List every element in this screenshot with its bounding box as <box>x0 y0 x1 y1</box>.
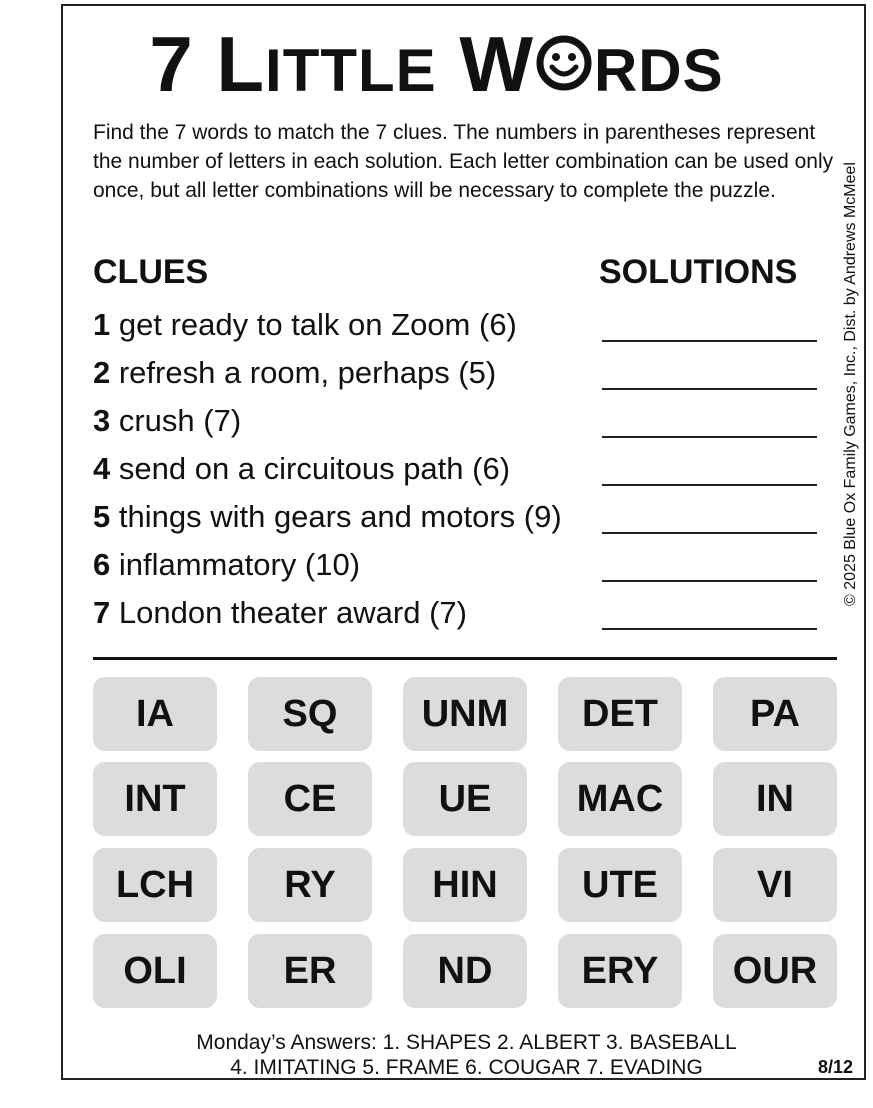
letter-tile[interactable]: INT <box>93 762 217 836</box>
letter-tile[interactable]: IN <box>713 762 837 836</box>
solution-blank-6[interactable] <box>602 580 817 582</box>
letter-tile[interactable]: UNM <box>403 677 527 751</box>
section-divider <box>93 657 837 660</box>
letter-tile[interactable]: UE <box>403 762 527 836</box>
clues-header: CLUES <box>93 253 209 291</box>
smiley-icon <box>536 24 592 104</box>
solution-blank-4[interactable] <box>602 484 817 486</box>
letter-tile[interactable]: OUR <box>713 934 837 1008</box>
letter-tile[interactable]: VI <box>713 848 837 922</box>
title-part-3: W <box>436 20 534 108</box>
letter-tile[interactable]: LCH <box>93 848 217 922</box>
clue-text: refresh a room, perhaps (5) <box>110 355 497 390</box>
puzzle-title <box>0 20 873 111</box>
instructions-text: Find the 7 words to match the 7 clues. The numbers in parentheses represent the number of letters in each solution. Each letter combination can be used only once, but all letter combinations will be necessary to complete the puzzle. <box>93 121 834 202</box>
solution-blank-1[interactable] <box>602 340 817 342</box>
clue-number: 1 <box>93 307 111 342</box>
clue-4 <box>93 451 510 487</box>
letter-tile[interactable]: OLI <box>93 934 217 1008</box>
letter-tile[interactable]: ERY <box>558 934 682 1008</box>
letter-tile[interactable]: DET <box>558 677 682 751</box>
letter-tile[interactable]: UTE <box>558 848 682 922</box>
solution-blank-5[interactable] <box>602 532 817 534</box>
clue-6 <box>93 547 360 583</box>
solution-blank-7[interactable] <box>602 628 817 630</box>
solutions-header: SOLUTIONS <box>599 253 798 291</box>
clue-1 <box>93 307 517 343</box>
clue-number: 7 <box>93 595 111 630</box>
page-number: 8/12 <box>818 1057 854 1077</box>
clue-number: 6 <box>93 547 111 582</box>
clue-text: get ready to talk on Zoom (6) <box>110 307 517 342</box>
letter-tile[interactable]: ND <box>403 934 527 1008</box>
previous-answers-line-2: 4. IMITATING 5. FRAME 6. COUGAR 7. EVADING <box>230 1056 703 1079</box>
clue-text: send on a circuitous path (6) <box>110 451 511 486</box>
clue-text: things with gears and motors (9) <box>110 499 562 534</box>
solution-blank-2[interactable] <box>602 388 817 390</box>
clue-text: crush (7) <box>110 403 242 438</box>
letter-tile[interactable]: RY <box>248 848 372 922</box>
letter-tile[interactable]: HIN <box>403 848 527 922</box>
clue-2 <box>93 355 496 391</box>
clue-3 <box>93 403 241 439</box>
previous-answers-line-1: Monday’s Answers: 1. SHAPES 2. ALBERT 3. BASEBALL <box>196 1031 737 1054</box>
letter-tile[interactable]: CE <box>248 762 372 836</box>
solution-blank-3[interactable] <box>602 436 817 438</box>
letter-tile[interactable]: ER <box>248 934 372 1008</box>
clue-number: 5 <box>93 499 111 534</box>
clue-text: inflammatory (10) <box>110 547 361 582</box>
clue-number: 2 <box>93 355 111 390</box>
title-part-4: RDS <box>593 37 724 104</box>
title-part-2: ITTLE <box>265 37 437 104</box>
letter-tile[interactable]: IA <box>93 677 217 751</box>
clue-text: London theater award (7) <box>110 595 467 630</box>
clue-7 <box>93 595 467 631</box>
letter-tile[interactable]: PA <box>713 677 837 751</box>
clue-number: 3 <box>93 403 111 438</box>
letter-tile[interactable]: MAC <box>558 762 682 836</box>
clue-5 <box>93 499 562 535</box>
title-part-1: 7 L <box>149 20 266 108</box>
letter-tile[interactable]: SQ <box>248 677 372 751</box>
clue-number: 4 <box>93 451 111 486</box>
